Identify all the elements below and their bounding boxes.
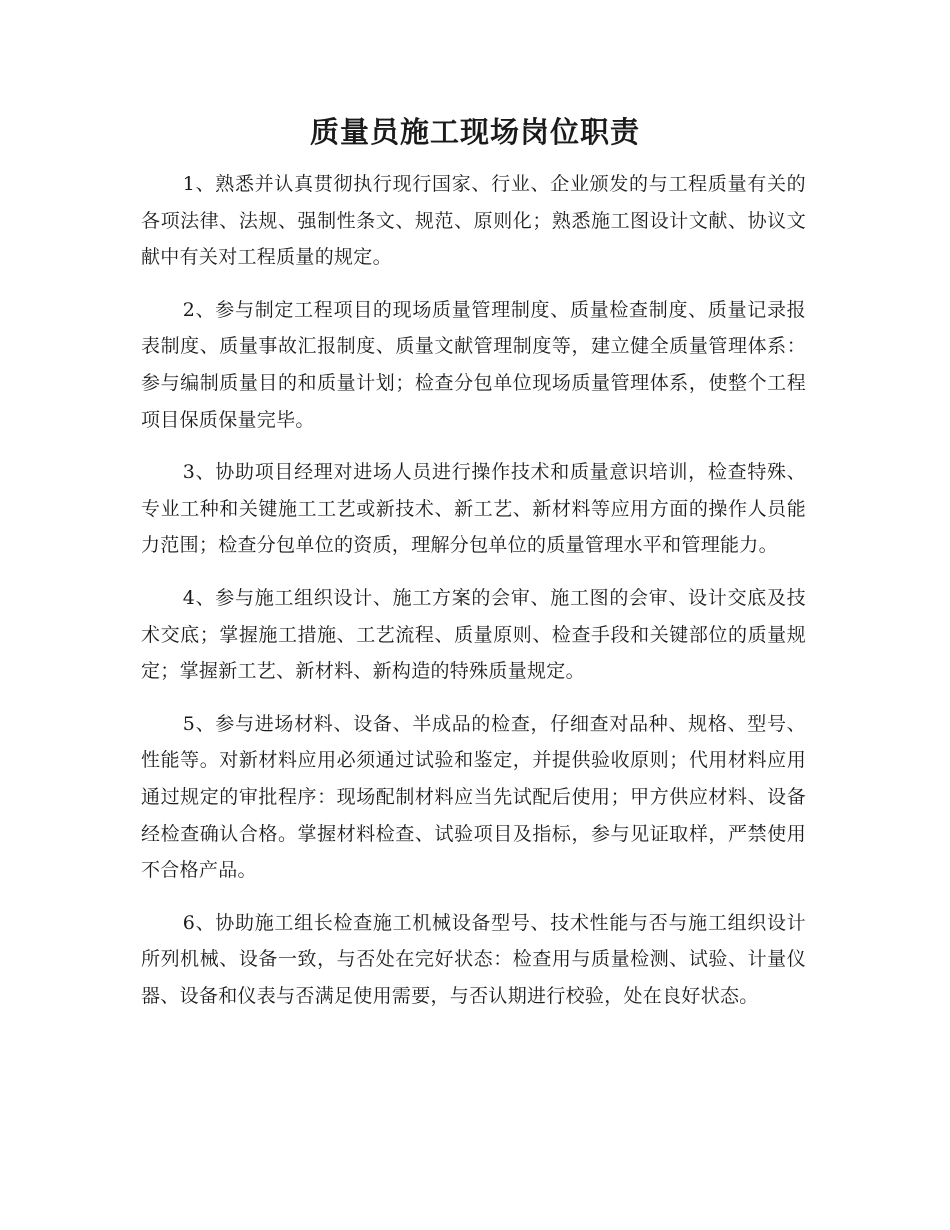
paragraph-2: 2、参与制定工程项目的现场质量管理制度、质量检查制度、质量记录报表制度、质量事故汇报制度、质量文献管理制度等，建立健全质量管理体系：参与编制质量目的和质量计划；检查分包单位现场质量管理体系，使整个工程项目保质保量完毕。 [141, 298, 806, 431]
paragraph-1: 1、熟悉并认真贯彻执行现行国家、行业、企业颁发的与工程质量有关的各项法律、法规、强制性条文、规范、原则化；熟悉施工图设计文献、协议文献中有关对工程质量的规定。 [141, 173, 806, 269]
document-body [141, 166, 806, 1030]
document-title: 质量员施工现场岗位职责 [309, 115, 640, 149]
paragraph-4: 4、参与施工组织设计、施工方案的会审、施工图的会审、设计交底及技术交底；掌握施工措施、工艺流程、质量原则、检查手段和关键部位的质量规定；掌握新工艺、新材料、新构造的特殊质量规定。 [141, 586, 806, 683]
paragraph-3: 3、协助项目经理对进场人员进行操作技术和质量意识培训，检查特殊、专业工种和关键施工工艺或新技术、新工艺、新材料等应用方面的操作人员能力范围；检查分包单位的资质，理解分包单位的质量管理水平和管理能力。 [141, 461, 806, 557]
paragraph-6: 6、协助施工组长检查施工机械设备型号、技术性能与否与施工组织设计所列机械、设备一致，与否处在完好状态：检查用与质量检测、试验、计量仪器、设备和仪表与否满足使用需要，与否认期进行校验，处在良好状态。 [141, 911, 806, 1007]
paragraph-5: 5、参与进场材料、设备、半成品的检查，仔细查对品种、规格、型号、性能等。对新材料应用必须通过试验和鉴定，并提供验收原则；代用材料应用通过规定的审批程序：现场配制材料应当先试配后使用；甲方供应材料、设备经检查确认合格。掌握材料检查、试验项目及指标，参与见证取样，严禁使用不合格产品。 [141, 712, 806, 882]
